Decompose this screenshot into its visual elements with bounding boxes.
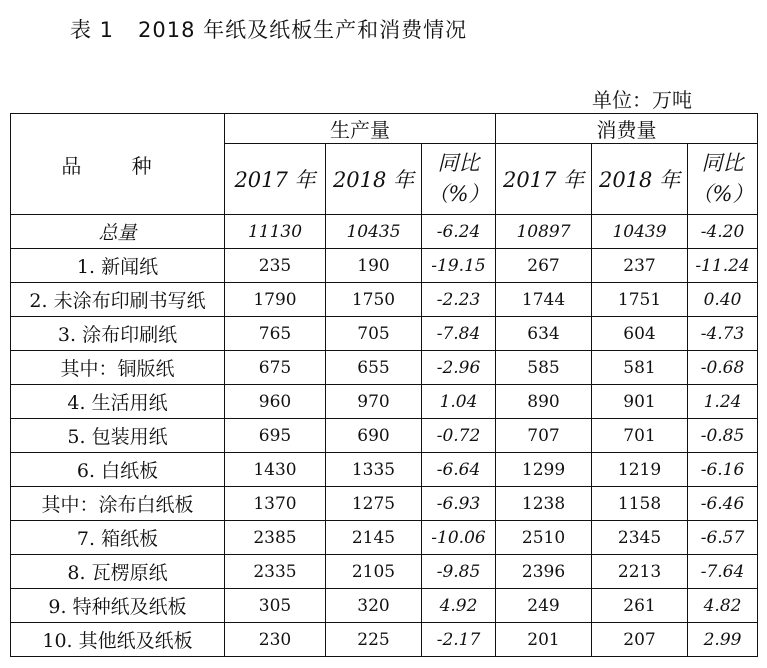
cell-production-yoy: -6.24 [422, 215, 496, 249]
cell-production-2017: 230 [225, 623, 326, 657]
cell-name: 3. 涂布印刷纸 [11, 317, 225, 351]
cell-consumption-2018: 604 [592, 317, 688, 351]
header-row-groups [11, 114, 758, 144]
category-header: 品 种 [11, 114, 225, 215]
cell-production-2018: 970 [326, 385, 422, 419]
cell-consumption-2017: 249 [496, 589, 592, 623]
cell-consumption-2018: 2345 [592, 521, 688, 555]
cell-production-2018: 690 [326, 419, 422, 453]
table-row [11, 249, 758, 283]
unit-note: 单位：万吨 [592, 88, 692, 112]
cell-consumption-yoy: -7.64 [688, 555, 758, 589]
cell-consumption-yoy: -6.16 [688, 453, 758, 487]
cell-production-2018: 1750 [326, 283, 422, 317]
cell-name: 6. 白纸板 [11, 453, 225, 487]
cell-consumption-2017: 1299 [496, 453, 592, 487]
cell-consumption-2017: 2510 [496, 521, 592, 555]
cell-production-yoy: -9.85 [422, 555, 496, 589]
yoy-unit: （%） [427, 182, 490, 206]
cell-name: 其中：涂布白纸板 [11, 487, 225, 521]
cell-consumption-2017: 585 [496, 351, 592, 385]
consumption-2018-header: 2018 年 [592, 144, 688, 215]
cell-production-2017: 1790 [225, 283, 326, 317]
cell-consumption-yoy: 2.99 [688, 623, 758, 657]
cell-consumption-yoy: 0.40 [688, 283, 758, 317]
production-yoy-header [422, 144, 496, 215]
paper-production-consumption-table [10, 113, 758, 657]
yoy-unit: （%） [691, 182, 754, 206]
consumption-header: 消费量 [496, 114, 758, 144]
cell-consumption-2018: 1751 [592, 283, 688, 317]
cell-production-2018: 225 [326, 623, 422, 657]
consumption-yoy-header [688, 144, 758, 215]
cell-consumption-yoy: -6.46 [688, 487, 758, 521]
cell-consumption-2017: 1744 [496, 283, 592, 317]
table-number: 表 1 [70, 18, 115, 42]
cell-consumption-yoy: -0.68 [688, 351, 758, 385]
cell-consumption-2017: 634 [496, 317, 592, 351]
cell-consumption-yoy: 4.82 [688, 589, 758, 623]
cell-consumption-2017: 2396 [496, 555, 592, 589]
table-title-text: 2018 年纸及纸板生产和消费情况 [138, 18, 468, 42]
cell-production-2017: 675 [225, 351, 326, 385]
cell-name: 10. 其他纸及纸板 [11, 623, 225, 657]
cell-consumption-2018: 701 [592, 419, 688, 453]
cell-consumption-yoy: -4.20 [688, 215, 758, 249]
cell-name: 其中：铜版纸 [11, 351, 225, 385]
production-header: 生产量 [225, 114, 496, 144]
cell-production-2017: 11130 [225, 215, 326, 249]
cell-consumption-2017: 267 [496, 249, 592, 283]
cell-name: 7. 箱纸板 [11, 521, 225, 555]
cell-production-2017: 1430 [225, 453, 326, 487]
table-row [11, 283, 758, 317]
table-row [11, 351, 758, 385]
cell-production-2018: 655 [326, 351, 422, 385]
cell-consumption-2017: 707 [496, 419, 592, 453]
table-row [11, 623, 758, 657]
yoy-label: 同比 [437, 151, 480, 175]
cell-production-2017: 2335 [225, 555, 326, 589]
cell-production-yoy: -2.96 [422, 351, 496, 385]
cell-production-2018: 2145 [326, 521, 422, 555]
cell-name: 8. 瓦楞原纸 [11, 555, 225, 589]
cell-consumption-2018: 2213 [592, 555, 688, 589]
cell-production-2017: 960 [225, 385, 326, 419]
table-row [11, 487, 758, 521]
cell-consumption-2018: 581 [592, 351, 688, 385]
cell-production-2017: 305 [225, 589, 326, 623]
cell-production-yoy: -7.84 [422, 317, 496, 351]
table-row [11, 317, 758, 351]
table-row [11, 385, 758, 419]
yoy-label: 同比 [701, 151, 744, 175]
cell-name: 5. 包装用纸 [11, 419, 225, 453]
consumption-2017-header: 2017 年 [496, 144, 592, 215]
cell-consumption-2018: 901 [592, 385, 688, 419]
cell-production-2017: 235 [225, 249, 326, 283]
cell-name: 1. 新闻纸 [11, 249, 225, 283]
table-row [11, 555, 758, 589]
cell-production-2018: 705 [326, 317, 422, 351]
cell-production-2018: 2105 [326, 555, 422, 589]
cell-consumption-2018: 237 [592, 249, 688, 283]
cell-production-yoy: -2.23 [422, 283, 496, 317]
cell-name: 2. 未涂布印刷书写纸 [11, 283, 225, 317]
cell-consumption-yoy: -11.24 [688, 249, 758, 283]
cell-consumption-2017: 10897 [496, 215, 592, 249]
production-2018-header: 2018 年 [326, 144, 422, 215]
cell-production-yoy: -10.06 [422, 521, 496, 555]
cell-production-2018: 190 [326, 249, 422, 283]
cell-consumption-2017: 1238 [496, 487, 592, 521]
cell-name: 9. 特种纸及纸板 [11, 589, 225, 623]
table-row [11, 419, 758, 453]
cell-production-yoy: -6.93 [422, 487, 496, 521]
cell-production-yoy: -19.15 [422, 249, 496, 283]
production-2017-header: 2017 年 [225, 144, 326, 215]
cell-production-2018: 1275 [326, 487, 422, 521]
cell-consumption-yoy: -0.85 [688, 419, 758, 453]
cell-consumption-yoy: 1.24 [688, 385, 758, 419]
cell-production-2017: 695 [225, 419, 326, 453]
cell-consumption-2017: 890 [496, 385, 592, 419]
cell-consumption-2017: 201 [496, 623, 592, 657]
cell-production-2018: 320 [326, 589, 422, 623]
cell-production-2017: 765 [225, 317, 326, 351]
cell-production-yoy: 4.92 [422, 589, 496, 623]
cell-consumption-2018: 207 [592, 623, 688, 657]
cell-consumption-2018: 261 [592, 589, 688, 623]
cell-production-yoy: -0.72 [422, 419, 496, 453]
table-row-total [11, 215, 758, 249]
table-row [11, 521, 758, 555]
cell-production-yoy: 1.04 [422, 385, 496, 419]
cell-name: 4. 生活用纸 [11, 385, 225, 419]
cell-consumption-2018: 10439 [592, 215, 688, 249]
table-row [11, 453, 758, 487]
cell-production-yoy: -6.64 [422, 453, 496, 487]
cell-production-2017: 1370 [225, 487, 326, 521]
table-row [11, 589, 758, 623]
cell-name: 总量 [11, 215, 225, 249]
cell-consumption-2018: 1158 [592, 487, 688, 521]
cell-production-yoy: -2.17 [422, 623, 496, 657]
cell-production-2018: 1335 [326, 453, 422, 487]
cell-consumption-yoy: -4.73 [688, 317, 758, 351]
cell-consumption-2018: 1219 [592, 453, 688, 487]
cell-production-2017: 2385 [225, 521, 326, 555]
cell-consumption-yoy: -6.57 [688, 521, 758, 555]
cell-production-2018: 10435 [326, 215, 422, 249]
table-title [70, 14, 467, 44]
